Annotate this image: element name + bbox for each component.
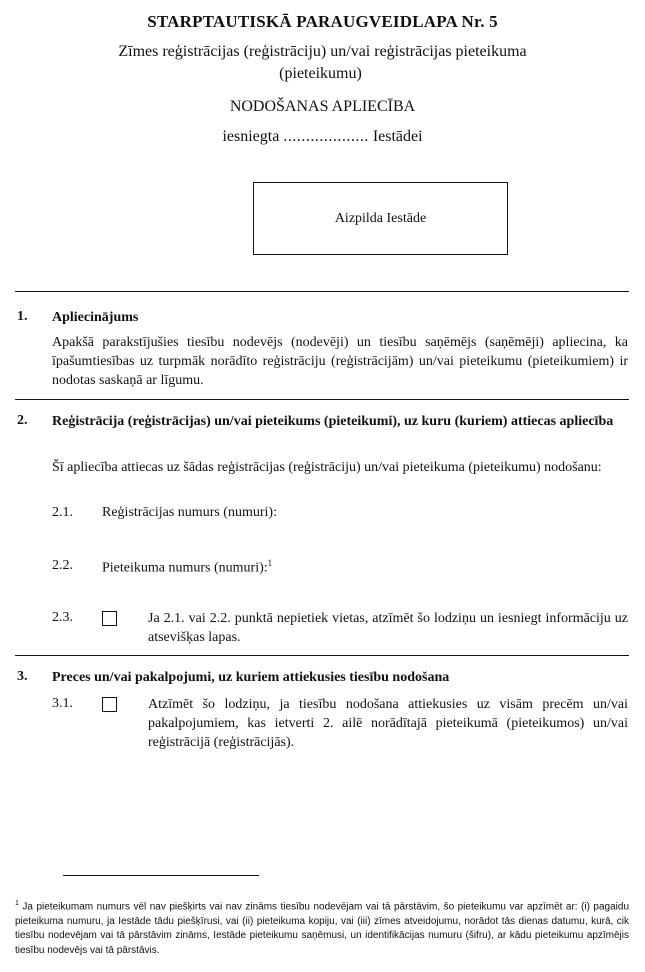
section-divider bbox=[15, 655, 629, 656]
item-2-3-number: 2.3. bbox=[52, 610, 73, 625]
item-3-1-number: 3.1. bbox=[52, 696, 73, 711]
all-goods-services-text: Atzīmēt šo lodziņu, ja tiesību nodošana attiekusies uz visām precēm un/vai pakalpojumiem, kas ietverti 2. ailē norādītajā pieteikumā (pieteikumos) un/vai reģistrācijā (reģistrācijās). bbox=[148, 697, 628, 750]
section-3-number: 3. bbox=[17, 669, 28, 684]
form-subtitle-line2: (pieteikumu) bbox=[279, 65, 362, 82]
submitted-to-line bbox=[0, 128, 645, 146]
form-title: STARPTAUTISKĀ PARAUGVEIDLAPA Nr. 5 bbox=[147, 12, 498, 31]
footnote-marker: 1 bbox=[15, 900, 19, 907]
item-2-1-number: 2.1. bbox=[52, 505, 73, 520]
all-goods-services-checkbox[interactable] bbox=[102, 697, 117, 712]
extra-sheet-text: Ja 2.1. vai 2.2. punktā nepietiek vietas, atzīmēt šo lodziņu un iesniegt informāciju uz atsevišķas lapas. bbox=[148, 611, 628, 645]
section-2-heading: Reģistrācija (reģistrācijas) un/vai pieteikums (pieteikumi), uz kuru (kuriem) attiecas apliecība bbox=[52, 414, 614, 429]
office-use-label: Aizpilda Iestāde bbox=[334, 211, 427, 226]
section-2-number: 2. bbox=[17, 413, 28, 428]
item-2-2-number: 2.2. bbox=[52, 558, 73, 573]
submitted-suffix: Iestādei bbox=[372, 128, 423, 145]
submitted-prefix: iesniegta bbox=[222, 128, 280, 145]
section-1-number: 1. bbox=[17, 309, 28, 324]
office-use-box bbox=[253, 182, 508, 255]
section-divider bbox=[15, 291, 629, 292]
section-1-heading: Apliecinājums bbox=[52, 310, 139, 325]
footnote-reference: 1 bbox=[267, 558, 273, 568]
section-divider bbox=[15, 399, 629, 400]
registration-numbers-label: Reģistrācijas numurs (numuri): bbox=[102, 505, 277, 520]
section-1-text: Apakšā parakstījušies tiesību nodevējs (nodevēji) un tiesību saņēmējs (saņēmēji) apliecina, ka īpašumtiesības uz turpmāk norādīto reģistrāciju (reģistrācijām) un/vai pieteikumu (pieteikumiem) ir nodotas saskaņā ar līgumu. bbox=[52, 335, 628, 388]
footnote-text: Ja pieteikumam numurs vēl nav piešķirts vai nav zināms tiesību nodevējam vai tā pārstāvim, šo pieteikumu var apzīmēt ar: (i) pagaidu pieteikuma numuru, ja Iestāde tādu piešķīrusi, vai (ii) pieteikuma kopiju, vai (iii) zīmes atveidojumu, norādot tās dienas datumu, kurā, cik tiesību nodevējam vai tā pārstāvim zināms, Iestāde pieteikumu saņēmusi, un identifikācijas numuru (šifru), ar kādu pieteikumu apzīmējis tiesību nodevējs vai tā pārstāvis. bbox=[15, 901, 630, 956]
extra-sheet-checkbox[interactable] bbox=[102, 611, 117, 626]
application-numbers-label bbox=[102, 558, 272, 577]
document-name: NODOŠANAS APLIECĪBA bbox=[229, 98, 416, 115]
section-2-text: Šī apliecība attiecas uz šādas reģistrācijas (reģistrāciju) un/vai pieteikuma (pieteikumu) nodošanu: bbox=[52, 460, 602, 475]
footnote-separator bbox=[63, 875, 259, 876]
footnote bbox=[15, 897, 629, 958]
application-numbers-text: Pieteikuma numurs (numuri): bbox=[102, 560, 268, 576]
submitted-office-blank[interactable]: ................... bbox=[283, 128, 369, 145]
section-3-heading: Preces un/vai pakalpojumi, uz kuriem attiekusies tiesību nodošana bbox=[52, 670, 450, 685]
form-subtitle-line1: Zīmes reģistrācijas (reģistrāciju) un/vai reģistrācijas pieteikuma bbox=[118, 43, 527, 60]
